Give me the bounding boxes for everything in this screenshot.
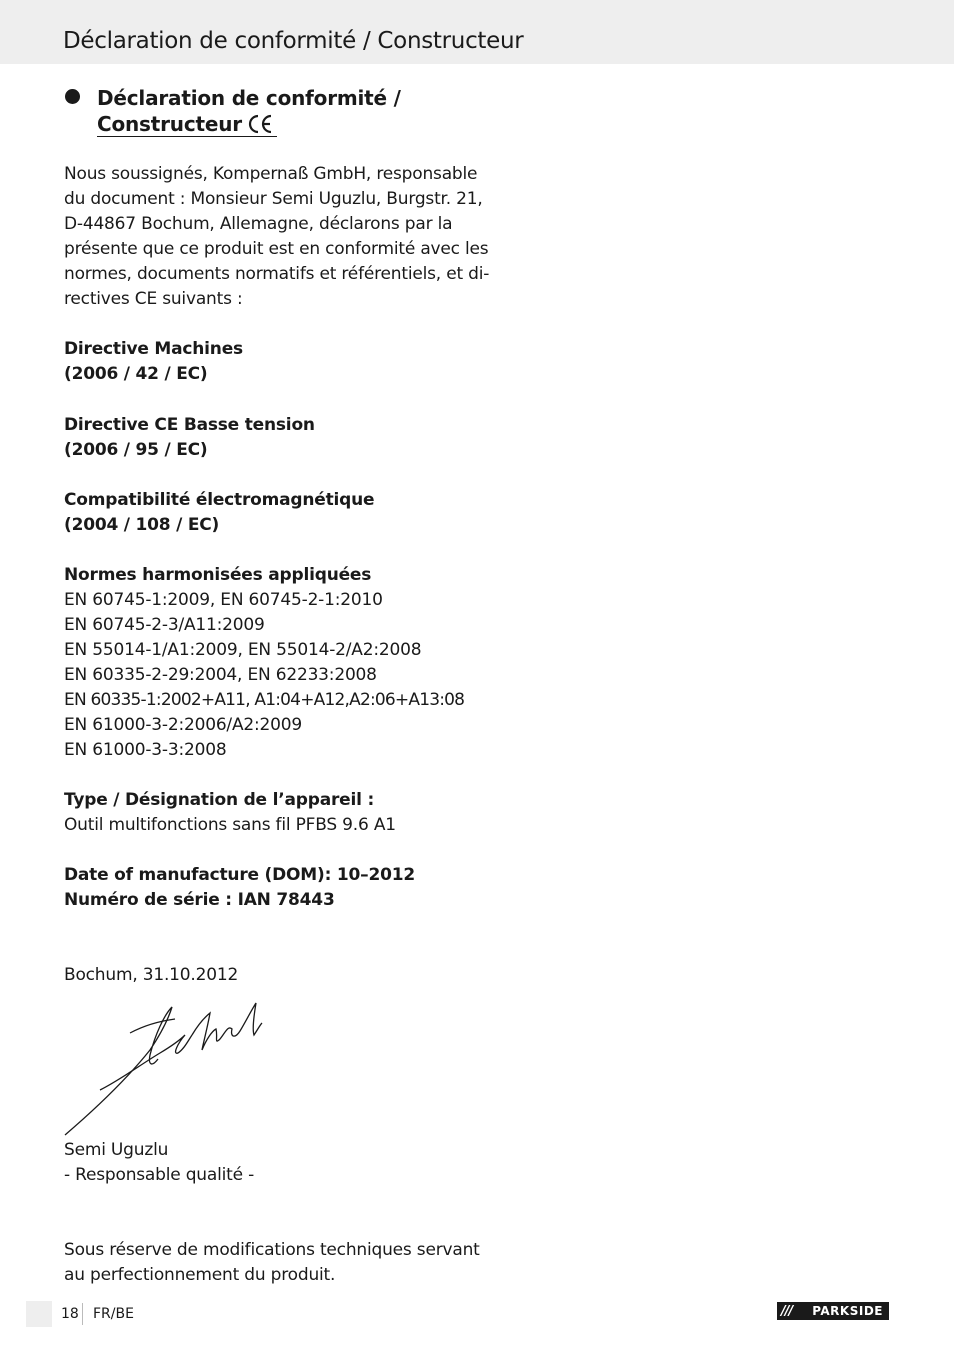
manufacture-block [64,863,484,913]
bullet-icon [65,89,80,104]
section-heading-line1: Déclaration de conformité / [97,86,401,110]
page-header [0,0,954,64]
standard-item: EN 60745-2-3/A11:2009 [64,615,265,635]
type-value: Outil multifonctions sans fil PFBS 9.6 A1 [64,815,396,835]
footer-divider [82,1303,83,1325]
disclaimer-line: Sous réserve de modifications techniques servant [64,1240,480,1260]
place-date: Bochum, 31.10.2012 [64,965,239,985]
disclaimer-line: au perfectionnement du produit. [64,1265,336,1285]
intro-line: D-44867 Bochum, Allemagne, déclarons par la [64,214,453,234]
intro-line: normes, documents normatifs et référentiels, et di- [64,264,490,284]
standards-heading: Normes harmonisées appliquées [64,565,372,585]
page-title: Déclaration de conformité / Constructeur [63,28,524,54]
brand-logo [777,1302,889,1320]
signatory-name: Semi Uguzlu [64,1140,169,1160]
directive-emc [64,488,484,538]
type-block [64,788,484,838]
intro-line: rectives CE suivants : [64,289,243,309]
signature-image [60,995,270,1140]
disclaimer [64,1238,484,1288]
heading-underline [97,136,277,137]
section-heading [97,85,401,137]
brand-slashes-icon: /// [781,1304,793,1319]
section-heading-line2 [97,111,401,137]
intro-line: Nous soussignés, Kompernaß GmbH, responsable [64,164,478,184]
directive-name: Compatibilité électromagnétique [64,490,375,510]
page-number: 18 [61,1306,79,1322]
section-heading-line2-text: Constructeur [97,112,242,136]
language-code: FR/BE [93,1306,134,1322]
standard-item: EN 60335-2-29:2004, EN 62233:2008 [64,665,377,685]
standard-item: EN 61000-3-2:2006/A2:2009 [64,715,302,735]
intro-line: présente que ce produit est en conformité avec les [64,239,489,259]
standard-item: EN 60745-1:2009, EN 60745-2-1:2010 [64,590,383,610]
directive-name: Directive CE Basse tension [64,415,315,435]
directive-number: (2004 / 108 / EC) [64,515,220,535]
footer-marker [26,1301,52,1327]
directive-low-voltage [64,413,484,463]
signatory-role: - Responsable qualité - [64,1165,255,1185]
standard-item: EN 55014-1/A1:2009, EN 55014-2/A2:2008 [64,640,422,660]
directive-name: Directive Machines [64,339,243,359]
brand-name: PARKSIDE [812,1304,883,1318]
standards-block [64,563,484,763]
serial-number: Numéro de série : IAN 78443 [64,890,335,910]
intro-line: du document : Monsieur Semi Uguzlu, Burgstr. 21, [64,189,483,209]
intro-paragraph [64,162,490,312]
manufacture-date: Date of manufacture (DOM): 10–2012 [64,865,415,885]
standard-item: EN 60335-1:2002+A11, A1:04+A12,A2:06+A13:08 [64,690,465,710]
standard-item: EN 61000-3-3:2008 [64,740,227,760]
directive-number: (2006 / 95 / EC) [64,440,208,460]
directive-number: (2006 / 42 / EC) [64,364,208,384]
directive-machines [64,337,484,387]
signatory-block [64,1138,484,1188]
ce-mark-icon [248,114,274,134]
type-label: Type / Désignation de l’appareil : [64,790,375,810]
